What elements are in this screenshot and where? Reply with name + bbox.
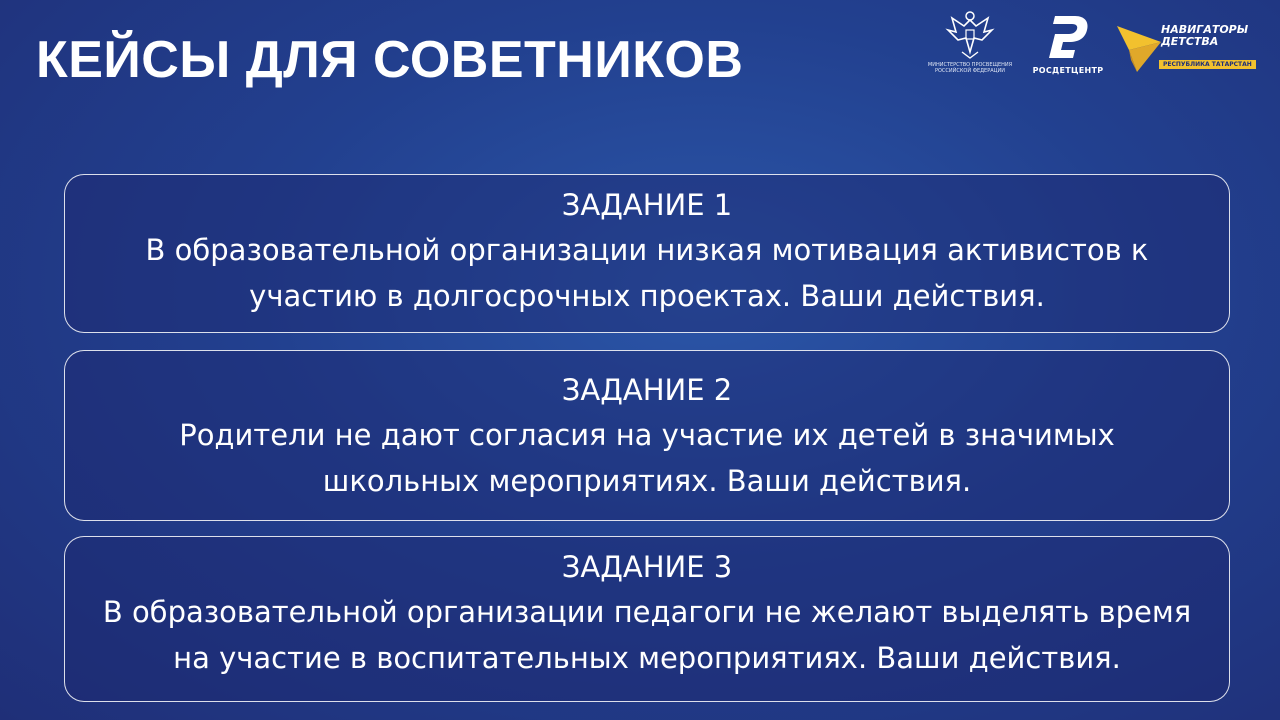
task-card-3 [64, 536, 1230, 702]
task-card-2 [64, 350, 1230, 521]
task-card-1 [64, 174, 1230, 333]
task-text-line: школьных мероприятиях. Ваши действия. [322, 464, 972, 498]
partner-logos [925, 8, 1260, 88]
rosdetcenter-caption: РОСДЕТЦЕНТР [1032, 66, 1104, 75]
navigators-subtitle: РЕСПУБЛИКА ТАТАРСТАН [1159, 60, 1256, 69]
task-text-line: на участие в воспитательных мероприятиях. Ваши действия. [173, 641, 1121, 675]
navigators-logo [1115, 16, 1255, 82]
navigators-title [1161, 24, 1248, 48]
task-heading: ЗАДАНИЕ 2 [561, 373, 733, 407]
task-text-line: В образовательной организации педагоги не желают выделять время [102, 595, 1192, 629]
navigators-line1: НАВИГАТОРЫ [1161, 23, 1249, 36]
task-text-line: В образовательной организации низкая мотивация активистов к [145, 233, 1149, 267]
navigators-line2: ДЕТСТВА [1161, 35, 1219, 48]
task-heading: ЗАДАНИЕ 1 [561, 188, 733, 222]
slide-title: КЕЙСЫ ДЛЯ СОВЕТНИКОВ [36, 31, 744, 89]
rosdetcenter-logo [1028, 12, 1108, 82]
paper-plane-icon [1115, 20, 1163, 78]
ministry-logo [925, 8, 1015, 88]
task-heading: ЗАДАНИЕ 3 [561, 550, 733, 584]
letter-r-logo-icon [1045, 12, 1091, 62]
ministry-caption: МИНИСТЕРСТВО ПРОСВЕЩЕНИЯ РОССИЙСКОЙ ФЕДЕРАЦИИ [927, 62, 1013, 74]
task-text-line: Родители не дают согласия на участие их детей в значимых [179, 418, 1115, 452]
double-headed-eagle-icon [944, 8, 996, 60]
task-text-line: участию в долгосрочных проектах. Ваши действия. [249, 279, 1045, 313]
